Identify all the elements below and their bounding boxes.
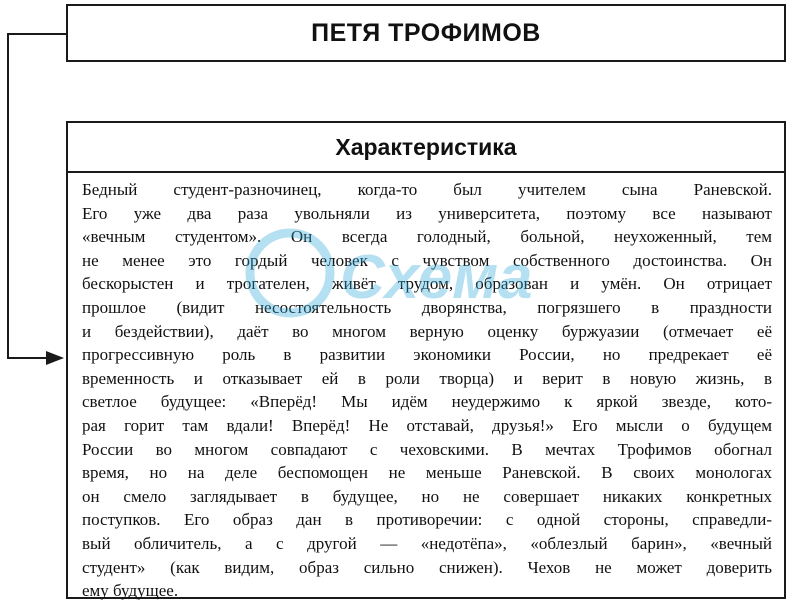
title-box — [66, 4, 786, 62]
characteristic-box — [66, 121, 786, 599]
text-line: «вечным студентом». Он всегда голодный, больной, неухоженный, тем — [82, 227, 772, 247]
text-line: вый обличитель, а с другой — «недотёпа», «облезлый барин», «вечный — [82, 533, 772, 553]
section-header — [68, 123, 784, 173]
watermark-text: Схема — [340, 243, 533, 312]
text-line: и бездействии), даёт во многом верную оценку буржуазии (отмечает её — [82, 321, 772, 341]
text-line: прошлое (видит несостоятельность дворянства, погрязшего в праздности — [82, 297, 772, 317]
text-line: бескорыстен и трогателен, живёт трудом, образован и умён. Он отрицает — [82, 274, 772, 294]
text-line: Бедный студент-разночинец, когда-то был учителем сына Раневской. — [82, 180, 772, 199]
section-heading: Характеристика — [335, 133, 517, 160]
text-line: светлое будущее: «Вперёд! Мы идём неудержимо к яркой звезде, кото- — [82, 392, 772, 412]
text-line: ему будущее. — [82, 581, 179, 601]
text-line: поступков. Его образ дан в противоречии: с одной стороны, справедли- — [82, 510, 772, 530]
text-line: время, но на деле беспомощен не меньше Раневской. В своих монологах — [82, 463, 772, 483]
text-line: студент» (как видим, образ сильно снижен). Чехов не может доверить — [82, 557, 772, 577]
text-line: рая горит там вдали! Вперёд! Не отставай, друзья!» Его мысли о будущем — [82, 415, 772, 435]
page-title: ПЕТЯ ТРОФИМОВ — [311, 18, 541, 47]
text-line: Его уже два раза увольняли из университета, поэтому все называют — [82, 203, 772, 223]
text-line: временность и отказывает ей в роли творца) и верит в новую жизнь, в — [82, 368, 772, 388]
section-body — [68, 173, 784, 603]
text-line: не менее это гордый человек с чувством собственного достоинства. Он — [82, 250, 772, 270]
text-line: прогрессивную роль в развитии экономики России, но предрекает её — [82, 345, 772, 365]
text-line: он смело заглядывает в будущее, но не совершает никаких конкретных — [82, 486, 772, 506]
text-line: России во многом совпадают с чеховскими. В мечтах Трофимов обогнал — [82, 439, 772, 459]
